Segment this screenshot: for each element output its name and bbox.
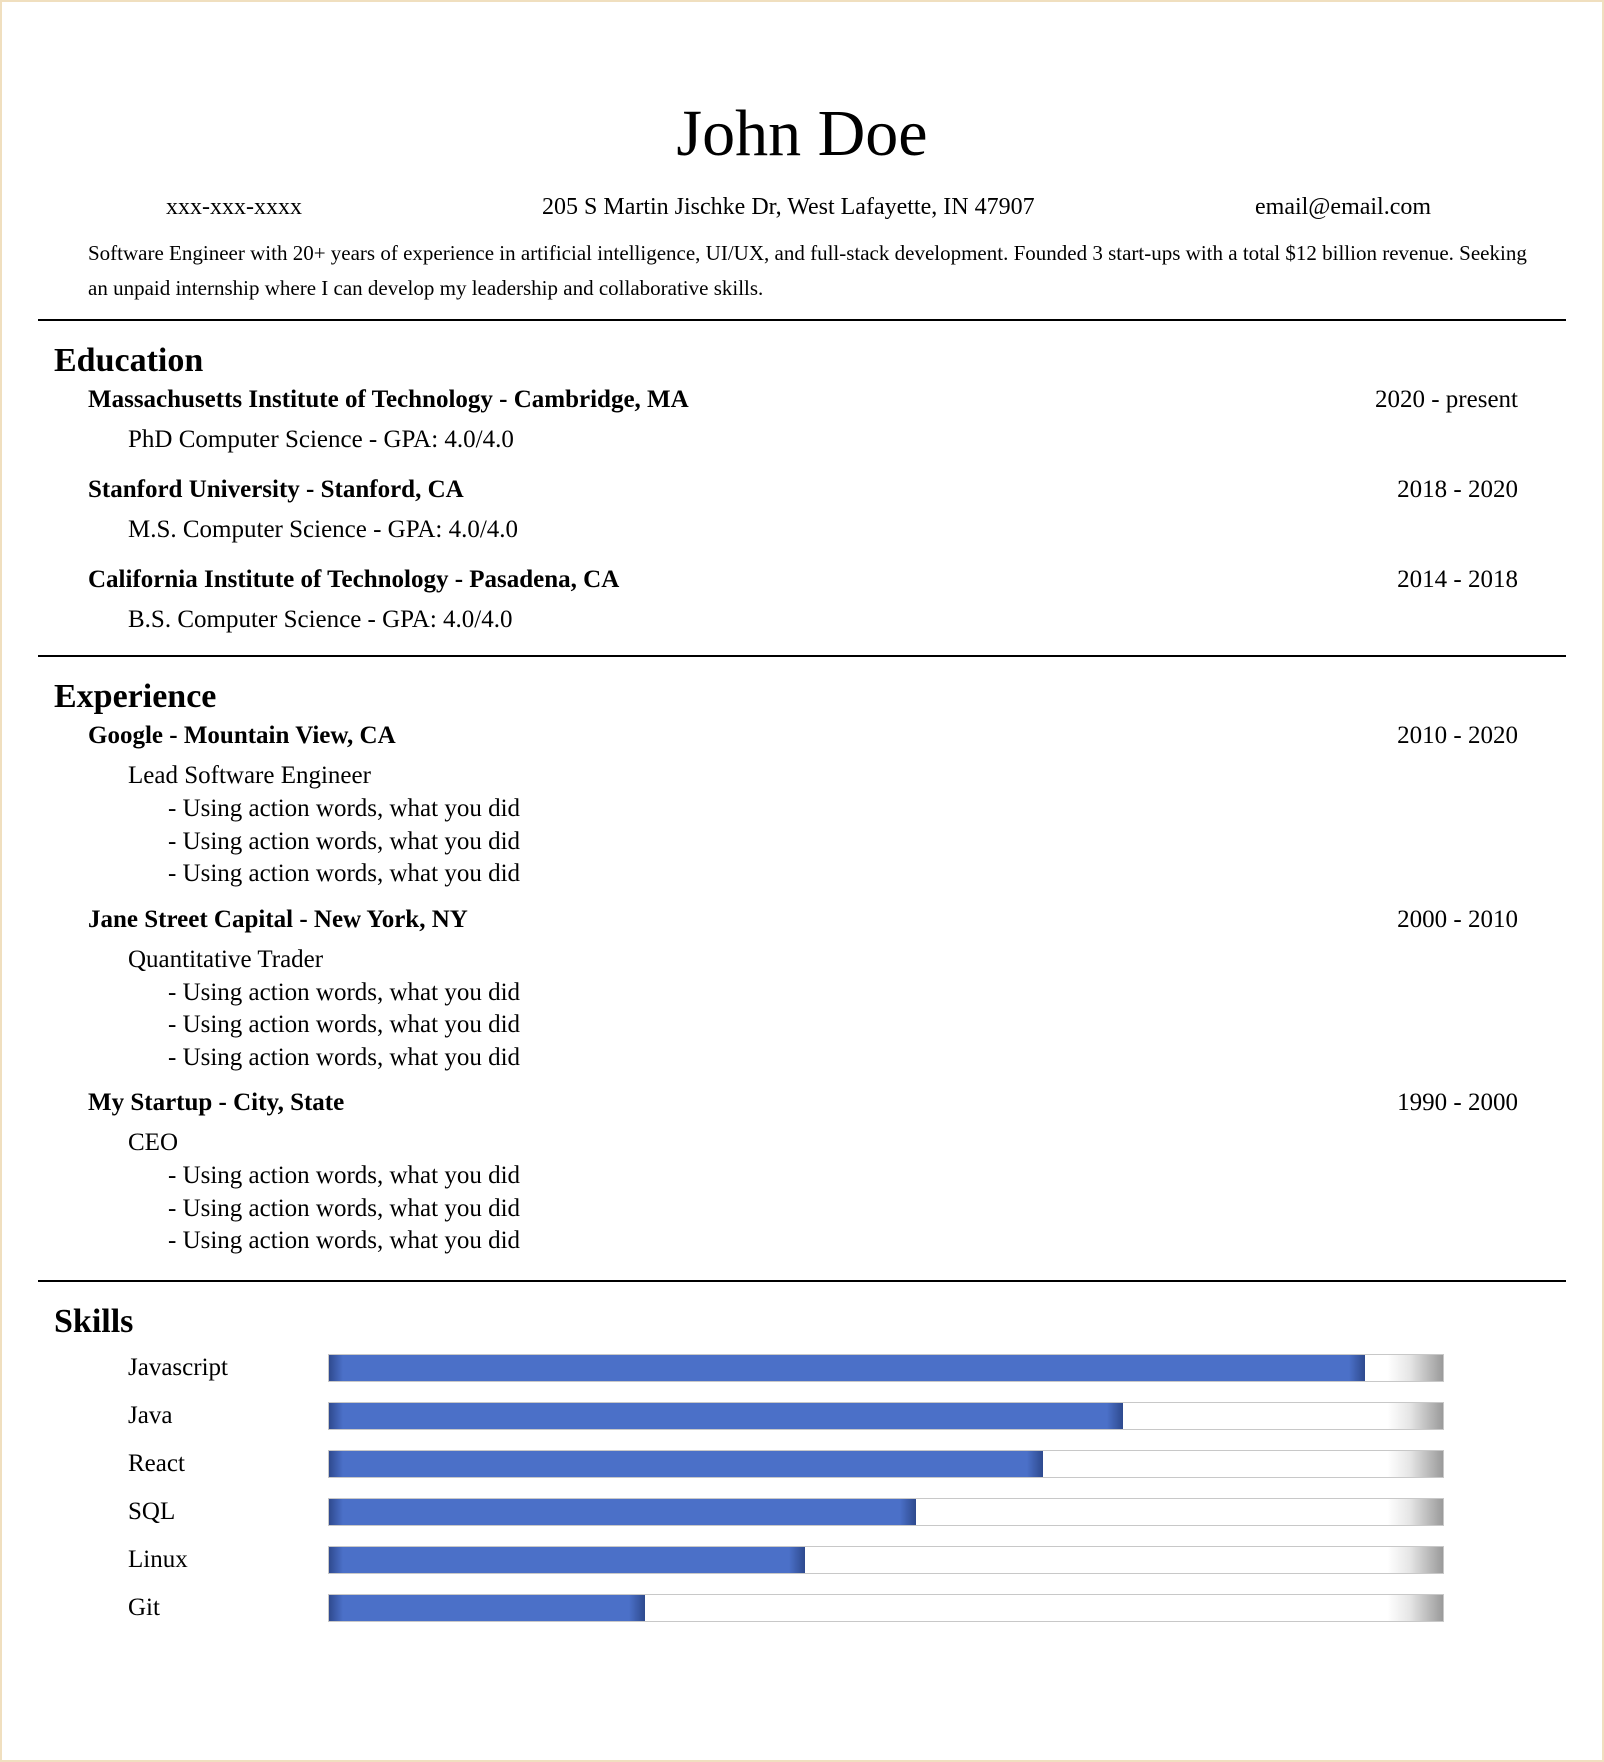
education-dates: 2020 - present: [1374, 386, 1518, 413]
skill-row: [128, 1488, 1602, 1536]
skill-bar-fill: [329, 1355, 1365, 1381]
summary-text: Software Engineer with 20+ years of experience in artificial intelligence, UI/UX, and full-stack development. Founded 3 start-ups with a total $12 billion revenue. Seeking an unpaid internship where I can develop my leadership and collaborative skills.: [88, 241, 1527, 300]
skill-row: [128, 1392, 1602, 1440]
skills-title: Skills: [54, 1302, 134, 1340]
experience-org: Google - Mountain View, CA: [88, 722, 396, 749]
experience-role: Lead Software Engineer: [128, 762, 371, 789]
experience-org: My Startup - City, State: [88, 1089, 345, 1116]
experience-org: Jane Street Capital - New York, NY: [88, 905, 468, 933]
skill-bar-track: [328, 1498, 1444, 1526]
education-entry: [88, 473, 1518, 547]
education-title: Education: [54, 342, 204, 379]
education-degree: PhD Computer Science - GPA: 4.0/4.0: [128, 426, 514, 453]
experience-entry: [88, 903, 1518, 1075]
skills-section: [2, 1300, 1602, 1632]
experience-bullet: - Using action words, what you did: [168, 795, 521, 822]
skill-bar-track: [328, 1546, 1444, 1574]
education-org: California Institute of Technology - Pasadena, CA: [88, 566, 620, 593]
skill-row: [128, 1536, 1602, 1584]
experience-dates: 2010 - 2020: [1397, 722, 1518, 749]
education-degree: B.S. Computer Science - GPA: 4.0/4.0: [128, 606, 513, 633]
skill-label: SQL: [128, 1497, 176, 1525]
skill-row: [128, 1344, 1602, 1392]
experience-dates: 2000 - 2010: [1397, 905, 1518, 933]
resume-name: John Doe: [676, 97, 928, 170]
skill-bar-fill: [329, 1451, 1043, 1477]
skill-row: [128, 1440, 1602, 1488]
phone-number: xxx-xxx-xxxx: [166, 194, 302, 220]
experience-bullet: - Using action words, what you did: [168, 978, 521, 1006]
education-dates: 2014 - 2018: [1397, 566, 1518, 593]
experience-dates: 1990 - 2000: [1397, 1089, 1518, 1116]
education-entry: [88, 383, 1518, 457]
education-dates: 2018 - 2020: [1397, 476, 1518, 503]
skill-label: Linux: [128, 1545, 188, 1573]
skill-bar-track: [328, 1594, 1444, 1622]
divider-header: [38, 319, 1566, 321]
skill-bar-fill: [329, 1595, 645, 1621]
divider-education: [38, 655, 1566, 657]
experience-bullet: - Using action words, what you did: [168, 1011, 521, 1038]
experience-entry: [88, 719, 1518, 891]
skill-label: Javascript: [128, 1353, 228, 1381]
skill-bar-fill: [329, 1499, 916, 1525]
skill-bar-fill: [329, 1403, 1123, 1429]
education-entry: [88, 563, 1518, 637]
experience-section: [2, 675, 1602, 1258]
education-degree: M.S. Computer Science - GPA: 4.0/4.0: [128, 516, 519, 543]
divider-experience: [38, 1280, 1566, 1282]
experience-role: Quantitative Trader: [128, 945, 324, 973]
skill-bar-track: [328, 1450, 1444, 1478]
skill-bar-fill: [329, 1547, 805, 1573]
skill-row: [128, 1584, 1602, 1632]
skill-label: Java: [128, 1401, 173, 1429]
experience-role: CEO: [128, 1129, 178, 1156]
experience-bullet: - Using action words, what you did: [168, 1043, 521, 1071]
skill-bar-track: [328, 1402, 1444, 1430]
skill-label: Git: [128, 1593, 160, 1621]
experience-bullet: - Using action words, what you did: [168, 827, 521, 855]
experience-title: Experience: [54, 678, 217, 715]
contact-row: [2, 188, 1602, 228]
experience-bullet: - Using action words, what you did: [168, 1194, 521, 1222]
skills-list: [128, 1344, 1602, 1632]
experience-entry: [88, 1086, 1518, 1258]
experience-bullet: - Using action words, what you did: [168, 1227, 521, 1254]
address: 205 S Martin Jischke Dr, West Lafayette, IN 47907: [542, 194, 1035, 220]
skill-bar-track: [328, 1354, 1444, 1382]
education-org: Massachusetts Institute of Technology - Cambridge, MA: [88, 386, 689, 413]
skill-label: React: [128, 1449, 185, 1477]
experience-bullet: - Using action words, what you did: [168, 1162, 521, 1189]
experience-bullet: - Using action words, what you did: [168, 860, 521, 887]
education-section: [2, 339, 1602, 637]
email-address: email@email.com: [1255, 194, 1432, 220]
education-org: Stanford University - Stanford, CA: [88, 476, 464, 503]
